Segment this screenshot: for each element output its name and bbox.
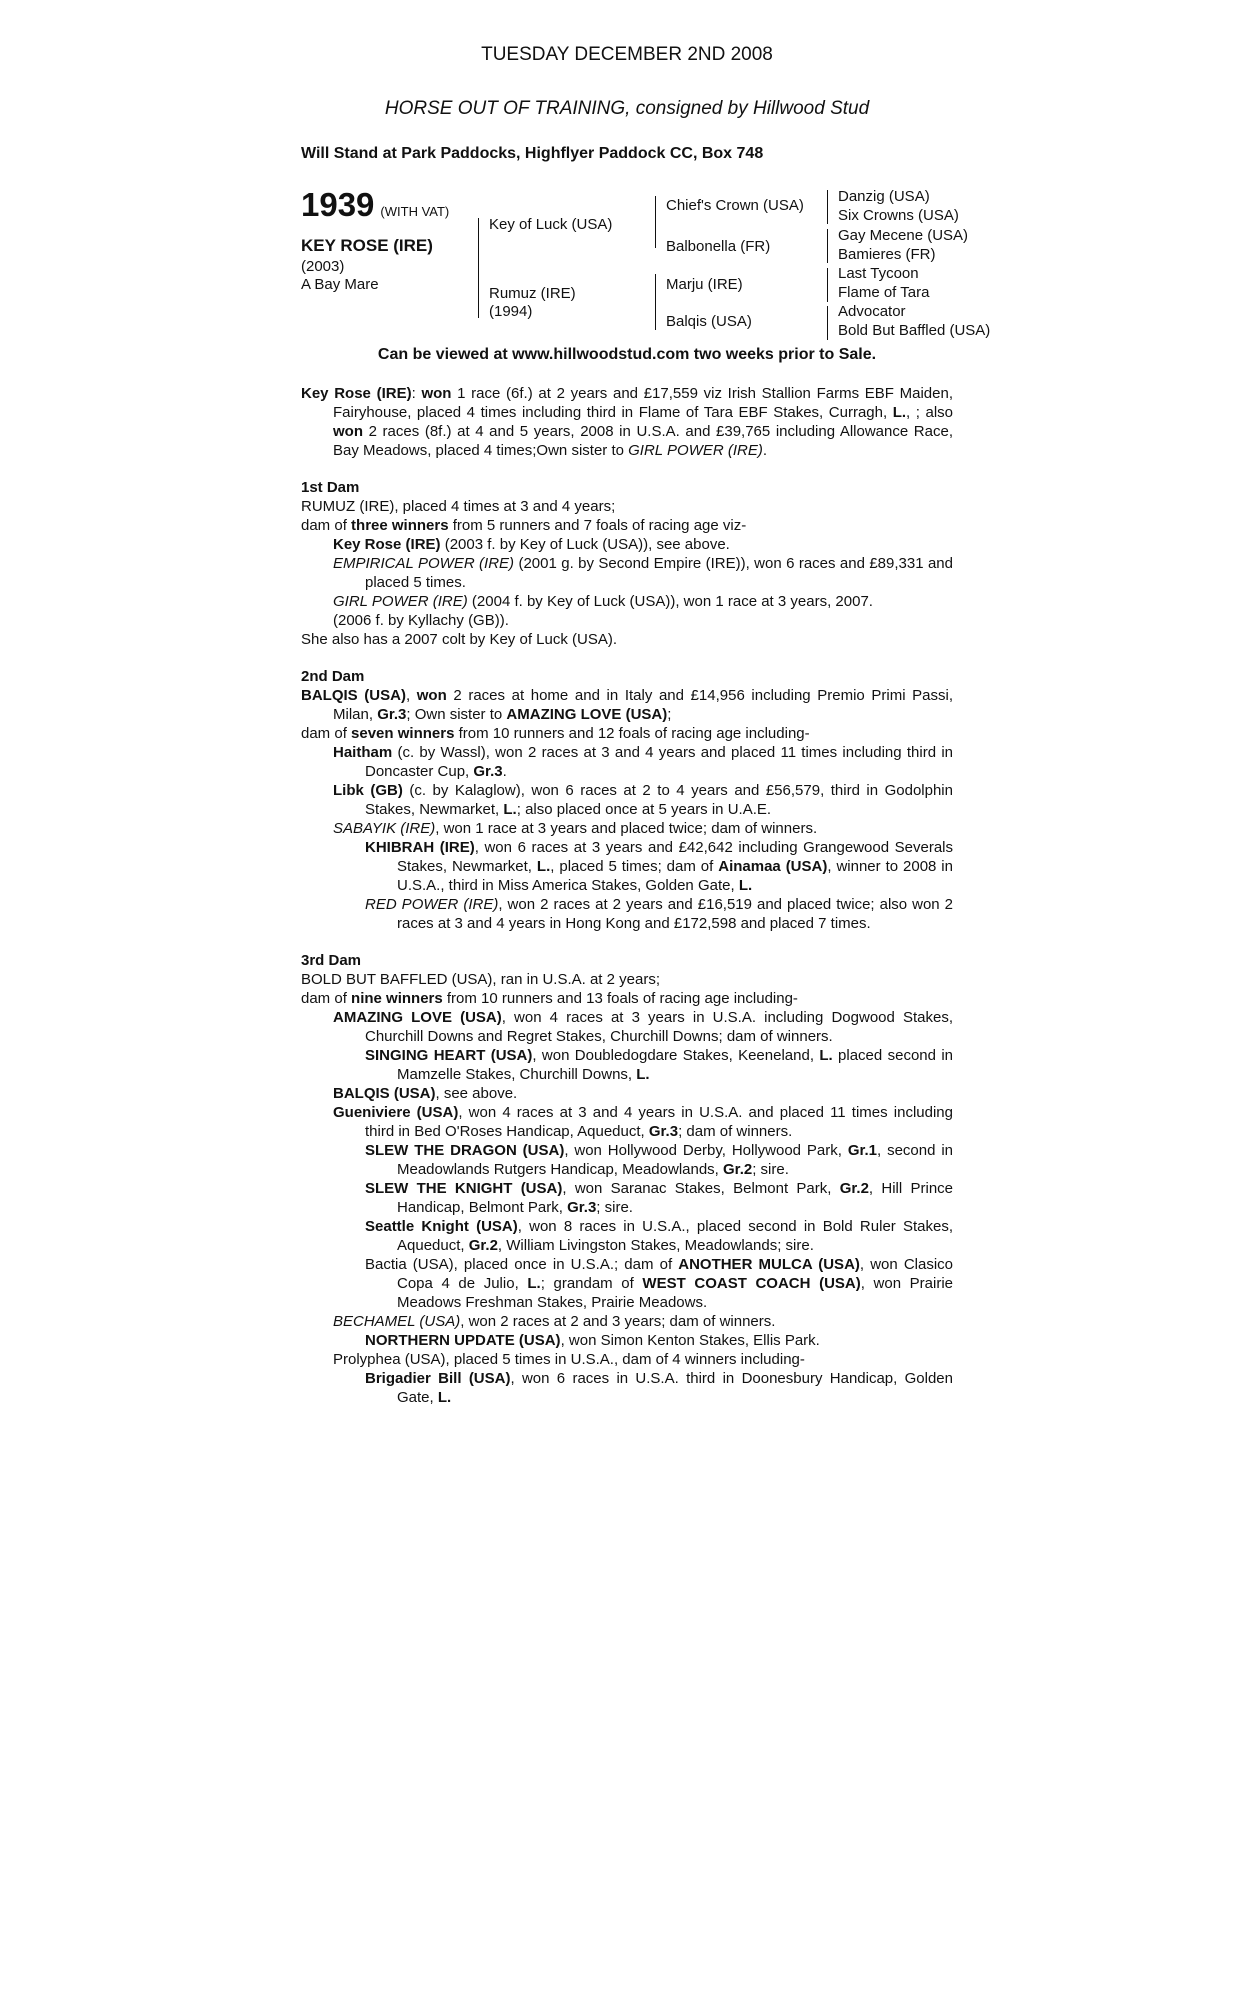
horse-name: KEY ROSE (IRE): [301, 236, 433, 255]
pedigree-brace: [655, 274, 656, 330]
summary-sister: GIRL POWER (IRE): [628, 442, 763, 459]
produce-entry: [301, 1103, 953, 1141]
produce-entry: [301, 1179, 953, 1217]
pedigree-g5: Last Tycoon: [838, 265, 919, 282]
pedigree-dam-sire: Marju (IRE): [666, 276, 743, 293]
produce-entry: [301, 1312, 953, 1331]
lot-number: [301, 186, 449, 224]
text: , won 4 races at 3 years in U.S.A. including Dogwood Stakes, Churchill Downs and Regret Stakes, Churchill Downs; dam of winners.: [365, 1009, 953, 1045]
third-dam-heading: 3rd Dam: [301, 952, 362, 969]
text: dam of: [301, 725, 352, 742]
text: , won 1 race at 3 years and placed twice; dam of winners.: [435, 820, 818, 837]
text: ; sire.: [752, 1161, 789, 1178]
produce-name: GIRL POWER (IRE): [333, 593, 468, 610]
produce-name: SLEW THE DRAGON (USA): [365, 1142, 565, 1159]
produce-name: AMAZING LOVE (USA): [333, 1009, 502, 1026]
listed-mark: L.: [536, 858, 551, 875]
pedigree-g6: Flame of Tara: [838, 284, 930, 301]
produce-entry: [301, 781, 953, 819]
grade: Gr.3: [567, 1199, 597, 1216]
sister-name: AMAZING LOVE (USA): [506, 706, 668, 723]
winners-count: three winners: [351, 517, 449, 534]
dam-name: BALQIS (USA): [301, 687, 406, 704]
third-dam-produce-intro: [301, 989, 953, 1008]
third-dam-line: BOLD BUT BAFFLED (USA), ran in U.S.A. at 2 years;: [301, 971, 660, 988]
stand-location: Will Stand at Park Paddocks, Highflyer Paddock CC, Box 748: [301, 145, 764, 162]
winners-count: seven winners: [351, 725, 455, 742]
horse-year: (2003): [301, 258, 345, 275]
listed-mark: L.: [738, 877, 753, 894]
listed-mark: L.: [819, 1047, 833, 1064]
produce-name: Brigadier Bill (USA): [365, 1370, 511, 1387]
pedigree-dam-dam: Balqis (USA): [666, 313, 752, 330]
produce-grandchild: WEST COAST COACH (USA): [642, 1275, 861, 1292]
pedigree-sire-sire: Chief's Crown (USA): [666, 197, 804, 214]
produce-entry: [301, 819, 953, 838]
produce-entry: [301, 1046, 953, 1084]
grade: Gr.3: [473, 763, 503, 780]
produce-entry: [301, 1217, 953, 1255]
pedigree-dam-year: (1994): [489, 303, 533, 320]
text: from 10 runners and 13 foals of racing age including-: [442, 990, 798, 1007]
text: .: [502, 763, 507, 780]
produce-entry: [301, 743, 953, 781]
pedigree-brace: [655, 196, 656, 248]
text: Bactia (USA), placed once in U.S.A.; dam of: [365, 1256, 679, 1273]
won: won: [416, 687, 447, 704]
text: , see above.: [435, 1085, 518, 1102]
pedigree-g8: Bold But Baffled (USA): [838, 322, 991, 339]
produce-entry: [301, 895, 953, 933]
text: dam of: [301, 990, 352, 1007]
text: , won 8 races in U.S.A., placed second in Bold Ruler Stakes, Aqueduct,: [397, 1218, 954, 1254]
produce-entry: [301, 1369, 953, 1407]
summary-text: :: [411, 385, 422, 402]
text: , won Hollywood Derby, Hollywood Park,: [564, 1142, 848, 1159]
pedigree-g2: Six Crowns (USA): [838, 207, 959, 224]
produce-text: (2003 f. by Key of Luck (USA)), see above.: [440, 536, 730, 553]
produce-entry: [301, 554, 953, 592]
first-dam-line: RUMUZ (IRE), placed 4 times at 3 and 4 years;: [301, 498, 616, 515]
listed-mark: L.: [503, 801, 517, 818]
text: , won Doubledogdare Stakes, Keeneland,: [532, 1047, 820, 1064]
produce-entry: Prolyphea (USA), placed 5 times in U.S.A., dam of 4 winners including-: [333, 1351, 805, 1368]
produce-text: (2004 f. by Key of Luck (USA)), won 1 race at 3 years, 2007.: [467, 593, 873, 610]
second-dam-produce-intro: [301, 724, 953, 743]
consignment-line: HORSE OUT OF TRAINING, consigned by Hillwood Stud: [384, 98, 870, 119]
text: , won Saranac Stakes, Belmont Park,: [562, 1180, 840, 1197]
produce-entry: [301, 592, 953, 611]
listed-mark: L.: [437, 1389, 452, 1406]
produce-entry: [301, 1008, 953, 1046]
text: , winner to 2008 in U.S.A., third in Miss America Stakes, Golden Gate,: [397, 858, 953, 894]
text: , won 4 races at 3 and 4 years in U.S.A. and placed 11 times including third in Bed O'Roses Handicap, Aqueduct,: [365, 1104, 953, 1140]
summary-text: 1 race (6f.) at 2 years and £17,559 viz Irish Stallion Farms EBF Maiden, Fairyhouse, placed 4 times including third in Flame of Tara EBF Stakes, Curragh,: [333, 385, 953, 421]
text: ; grandam of: [540, 1275, 643, 1292]
lot-number-value: 1939: [301, 186, 375, 223]
summary-text: 2 races (8f.) at 4 and 5 years, 2008 in U.S.A. and £39,765 including Allowance Race, Bay Meadows, placed 4 times;Own sister to: [333, 423, 953, 459]
horse-summary: [301, 384, 953, 460]
text: ;: [667, 706, 672, 723]
text: , won Prairie Meadows Freshman Stakes, Prairie Meadows.: [397, 1275, 953, 1311]
text: , Hill Prince Handicap, Belmont Park,: [397, 1180, 953, 1216]
text: ; Own sister to: [406, 706, 507, 723]
first-dam-produce-intro: [301, 516, 953, 535]
produce-entry: [301, 1331, 953, 1350]
produce-name: Haitham: [333, 744, 393, 761]
text: from 10 runners and 12 foals of racing age including-: [454, 725, 810, 742]
text: , won Clasico Copa 4 de Julio,: [397, 1256, 954, 1292]
horse-description: A Bay Mare: [301, 276, 379, 293]
listed-mark: L.: [892, 404, 907, 421]
text: , won 6 races in U.S.A. third in Doonesbury Handicap, Golden Gate,: [397, 1370, 953, 1406]
text: , won Simon Kenton Stakes, Ellis Park.: [560, 1332, 820, 1349]
summary-text: .: [762, 442, 768, 459]
produce-child: Ainamaa (USA): [718, 858, 828, 875]
pedigree-g4: Bamieres (FR): [838, 246, 936, 263]
text: , won 2 races at 2 and 3 years; dam of winners.: [460, 1313, 776, 1330]
pedigree-g3: Gay Mecene (USA): [838, 227, 969, 244]
produce-entry: [301, 1084, 953, 1103]
text: , second in Meadowlands Rutgers Handicap, Meadowlands,: [397, 1142, 954, 1178]
produce-name: BALQIS (USA): [333, 1085, 436, 1102]
produce-child: ANOTHER MULCA (USA): [678, 1256, 860, 1273]
produce-entry: [301, 1141, 953, 1179]
produce-name: NORTHERN UPDATE (USA): [365, 1332, 561, 1349]
summary-horse-name: Key Rose (IRE): [301, 385, 412, 402]
pedigree-g1: Danzig (USA): [838, 188, 930, 205]
grade: Gr.2: [468, 1237, 498, 1254]
produce-name: Key Rose (IRE): [333, 536, 441, 553]
grade: Gr.3: [377, 706, 407, 723]
produce-name: Seattle Knight (USA): [365, 1218, 518, 1235]
produce-text: (2001 g. by Second Empire (IRE)), won 6 races and £89,331 and placed 5 times.: [365, 555, 953, 591]
viewing-note: Can be viewed at www.hillwoodstud.com two weeks prior to Sale.: [377, 346, 877, 363]
produce-name: RED POWER (IRE): [365, 896, 499, 913]
text: , William Livingston Stakes, Meadowlands; sire.: [497, 1237, 814, 1254]
pedigree-sire: Key of Luck (USA): [489, 216, 613, 233]
winners-count: nine winners: [351, 990, 443, 1007]
grade: Gr.2: [839, 1180, 869, 1197]
pedigree-brace: [827, 268, 828, 302]
pedigree-g7: Advocator: [838, 303, 906, 320]
listed-mark: L.: [527, 1275, 541, 1292]
produce-name: Libk (GB): [333, 782, 403, 799]
produce-name: SLEW THE KNIGHT (USA): [365, 1180, 563, 1197]
text: ,: [405, 687, 417, 704]
text: (c. by Kalaglow), won 6 races at 2 to 4 years and £56,579, third in Godolphin Stakes, Newmarket,: [365, 782, 953, 818]
text: , won 2 races at 2 years and £16,519 and placed twice; also won 2 races at 3 and 4 years in Hong Kong and £172,598 and placed 7 times.: [397, 896, 954, 932]
grade: Gr.1: [847, 1142, 878, 1159]
summary-won: won: [333, 423, 363, 440]
text: ; also placed once at 5 years in U.A.E.: [516, 801, 772, 818]
catalogue-body: [301, 384, 953, 1407]
first-dam-closing: She also has a 2007 colt by Key of Luck (USA).: [301, 631, 618, 648]
produce-name: Gueniviere (USA): [333, 1104, 459, 1121]
text: (c. by Wassl), won 2 races at 3 and 4 years and placed 11 times including third in Doncaster Cup,: [365, 744, 953, 780]
text: 2 races at home and in Italy and £14,956 including Premio Primi Passi, Milan,: [333, 687, 954, 723]
produce-entry: [301, 838, 953, 895]
vat-note: (WITH VAT): [380, 204, 450, 219]
listed-mark: L.: [636, 1066, 650, 1083]
text: ; sire.: [596, 1199, 633, 1216]
produce-name: BECHAMEL (USA): [333, 1313, 461, 1330]
produce-name: SINGING HEART (USA): [365, 1047, 533, 1064]
text: placed second in Mamzelle Stakes, Churchill Downs,: [397, 1047, 953, 1083]
grade: Gr.2: [723, 1161, 753, 1178]
pedigree-brace: [827, 190, 828, 224]
produce-entry: (2006 f. by Kyllachy (GB)).: [333, 612, 509, 629]
summary-won: won: [421, 385, 452, 402]
pedigree-sire-dam: Balbonella (FR): [666, 238, 771, 255]
pedigree-brace: [478, 218, 479, 318]
summary-text: , ; also: [906, 404, 954, 421]
grade: Gr.3: [648, 1123, 679, 1140]
text: , won 6 races at 3 years and £42,642 including Grangewood Severals Stakes, Newmarket,: [397, 839, 953, 875]
produce-name: EMPIRICAL POWER (IRE): [333, 555, 515, 572]
produce-entry: [301, 1255, 953, 1312]
text: ; dam of winners.: [678, 1123, 793, 1140]
text: , placed 5 times; dam of: [550, 858, 719, 875]
sale-date: TUESDAY DECEMBER 2ND 2008: [481, 44, 773, 65]
produce-name: KHIBRAH (IRE): [365, 839, 475, 856]
second-dam-heading: 2nd Dam: [301, 668, 365, 685]
text: dam of: [301, 517, 352, 534]
pedigree-brace: [827, 306, 828, 340]
produce-entry: [301, 535, 953, 554]
pedigree-dam: Rumuz (IRE): [489, 285, 576, 302]
pedigree-brace: [827, 229, 828, 263]
second-dam-line: [301, 686, 953, 724]
first-dam-heading: 1st Dam: [301, 479, 360, 496]
produce-name: SABAYIK (IRE): [333, 820, 436, 837]
text: from 5 runners and 7 foals of racing age viz-: [448, 517, 747, 534]
